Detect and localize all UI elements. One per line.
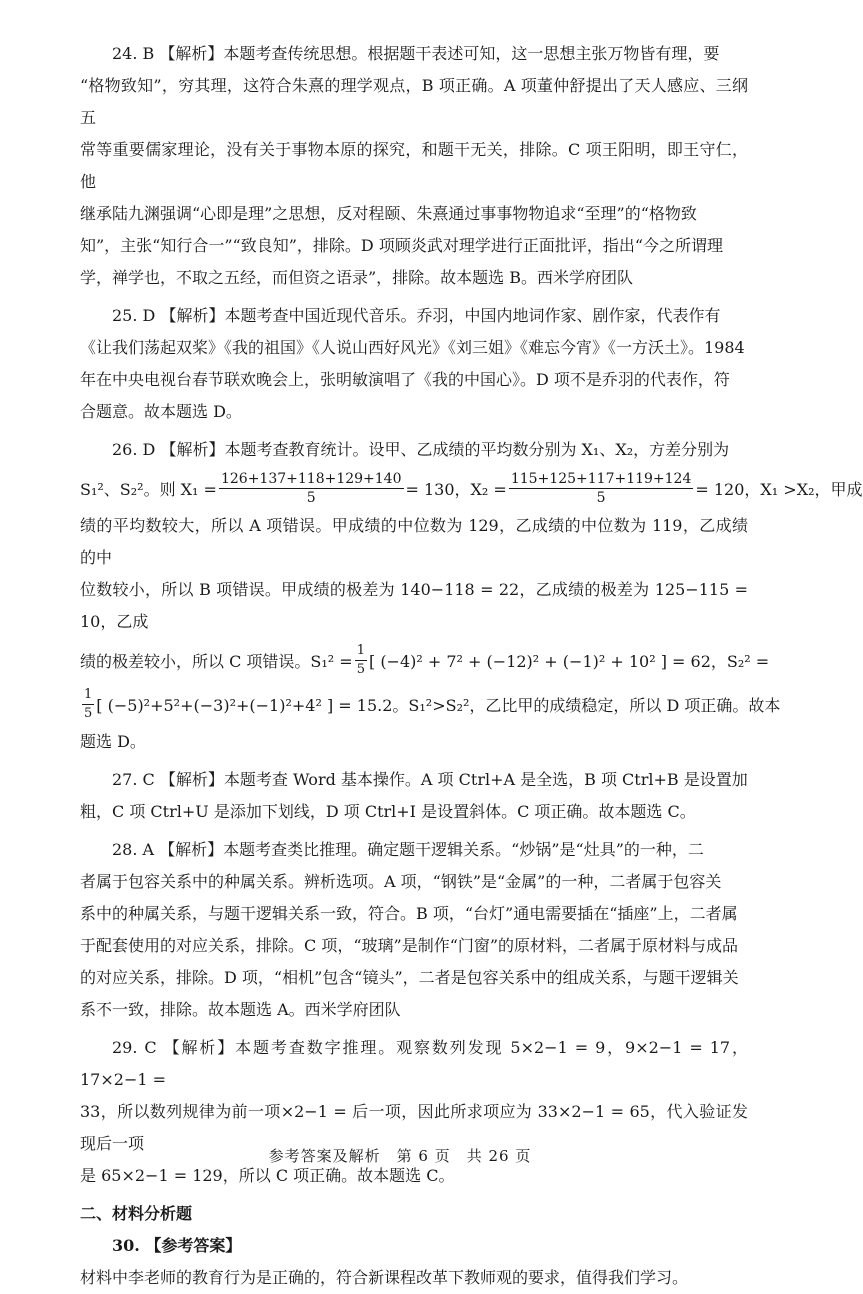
- variance-formula-tail-2: [ (−5)²+5²+(−3)²+(−1)²+4² ] = 15.2。S₁²>S₂²，乙比甲的成绩稳定，所以 D 项正确。故本: [96, 695, 781, 715]
- answer-24-line: 24. B 【解析】本题考查传统思想。根据题干表述可知，这一思想主张万物皆有理，要: [112, 44, 720, 63]
- answer-26-line: 位数较小，所以 B 项错误。甲成绩的极差为 140−118 = 22，乙成绩的极差为 125−115 = 10，乙成: [80, 580, 748, 631]
- answer-29-line: 是 65×2−1 = 129，所以 C 项正确。故本题选 C。: [80, 1166, 455, 1185]
- fraction-numerator: 126+137+118+129+140: [220, 470, 402, 487]
- section-heading: 二、材料分析题: [80, 1204, 193, 1223]
- page-footer: 参考答案及解析 第 6 页 共 26 页: [268, 1147, 532, 1165]
- mean-formula-lead: S₁²、S₂²。则 X₁ =: [80, 479, 217, 499]
- mean-fraction-2: [509, 470, 694, 507]
- answer-27-line: 粗，C 项 Ctrl+U 是添加下划线，D 项 Ctrl+I 是设置斜体。C 项正确。故本题选 C。: [80, 802, 696, 821]
- answer-content: [80, 38, 863, 1294]
- answer-24-line: 继承陆九渊强调“心即是理”之思想，反对程颐、朱熹通过事事物物追求“至理”的“格物致: [80, 204, 697, 223]
- answer-26-line: 绩的平均数较大，所以 A 项错误。甲成绩的中位数为 129，乙成绩的中位数为 119，乙成绩的中: [80, 516, 748, 567]
- answer-28-line: 者属于包容关系中的种属关系。辨析选项。A 项，“钢铁”是“金属”的一种，二者属于包容关: [80, 872, 722, 891]
- answer-25: [80, 300, 748, 428]
- answer-30-heading: 30. 【参考答案】: [112, 1236, 242, 1255]
- variance-fraction-2: [82, 686, 94, 723]
- fraction-numerator: 115+125+117+119+124: [510, 470, 692, 487]
- fraction-numerator: 1: [355, 642, 367, 661]
- answer-29: [80, 1032, 748, 1192]
- fraction-denominator: 5: [596, 489, 606, 506]
- answer-28-line: 系中的种属关系，与题干逻辑关系一致，符合。B 项，“台灯”通电需要插在“插座”上，二者属: [80, 904, 738, 923]
- mean-formula-line: [80, 466, 863, 510]
- variance-fraction-1: [355, 642, 367, 679]
- answer-29-line: 33，所以数列规律为前一项×2−1 = 后一项，因此所求项应为 33×2−1 = 65，代入验证发现后一项: [80, 1102, 748, 1153]
- answer-28: [80, 834, 748, 1026]
- answer-24-line: “格物致知”，穷其理，这符合朱熹的理学观点，B 项正确。A 项董仲舒提出了天人感应、三纲五: [80, 76, 748, 127]
- answer-25-line: 《让我们荡起双桨》《我的祖国》《人说山西好风光》《刘三姐》《难忘今宵》《一方沃土》。1984: [80, 338, 745, 357]
- mean-fraction-1: [219, 470, 404, 507]
- answer-30-body: 材料中李老师的教育行为是正确的，符合新课程改革下教师观的要求，值得我们学习。: [80, 1268, 689, 1287]
- answer-28-line: 的对应关系，排除。D 项，“相机”包含“镜头”，二者是包容关系中的组成关系，与题干逻辑关: [80, 968, 739, 987]
- answer-26: [80, 434, 863, 758]
- answer-24-line: 知”，主张“知行合一”“致良知”，排除。D 项顾炎武对理学进行正面批评，指出“今之所谓理: [80, 236, 723, 255]
- fraction-denominator: 5: [84, 705, 93, 721]
- answer-29-line: 29. C 【解析】本题考查数字推理。观察数列发现 5×2−1 = 9，9×2−1 = 17，17×2−1 =: [80, 1038, 748, 1089]
- answer-24: [80, 38, 748, 294]
- answer-25-line: 年在中央电视台春节联欢晚会上，张明敏演唱了《我的中国心》。D 项不是乔羽的代表作，符: [80, 370, 730, 389]
- answer-24-line: 常等重要儒家理论，没有关于事物本原的探究，和题干无关，排除。C 项王阳明，即王守仁，他: [80, 140, 748, 191]
- answer-25-line: 25. D 【解析】本题考查中国近现代音乐。乔羽，中国内地词作家、剧作家，代表作有: [112, 306, 721, 325]
- answer-26-line: 题选 D。: [80, 732, 146, 751]
- answer-24-line: 学，禅学也，不取之五经，而但资之语录”，排除。故本题选 B。西米学府团队: [80, 268, 634, 287]
- fraction-numerator: 1: [82, 686, 94, 705]
- answer-27: [80, 764, 748, 828]
- variance-formula-line-2: [80, 682, 781, 726]
- mean-formula-tail: = 120，X₁ >X₂，甲成: [695, 479, 863, 499]
- fraction-denominator: 5: [356, 661, 365, 677]
- answer-28-line: 28. A 【解析】本题考查类比推理。确定题干逻辑关系。“炒锅”是“灶具”的一种，二: [112, 840, 704, 859]
- variance-formula-line-1: [80, 638, 770, 682]
- mean-formula-mid: = 130，X₂ =: [405, 479, 507, 499]
- fraction-denominator: 5: [306, 489, 316, 506]
- answer-27-line: 27. C 【解析】本题考查 Word 基本操作。A 项 Ctrl+A 是全选，B 项 Ctrl+B 是设置加: [112, 770, 748, 789]
- answer-30: [80, 1230, 748, 1294]
- variance-formula-lead: 绩的极差较小，所以 C 项错误。S₁² =: [80, 651, 353, 671]
- answer-25-line: 合题意。故本题选 D。: [80, 402, 242, 421]
- answer-28-line: 于配套使用的对应关系，排除。C 项，“玻璃”是制作“门窗”的原材料，二者属于原材料与成品: [80, 936, 739, 955]
- answer-28-line: 系不一致，排除。故本题选 A。西米学府团队: [80, 1000, 401, 1019]
- variance-formula-tail: [ (−4)² + 7² + (−12)² + (−1)² + 10² ] = 62，S₂² =: [368, 651, 770, 671]
- answer-26-line: 26. D 【解析】本题考查教育统计。设甲、乙成绩的平均数分别为 X₁、X₂，方差分别为: [112, 440, 730, 459]
